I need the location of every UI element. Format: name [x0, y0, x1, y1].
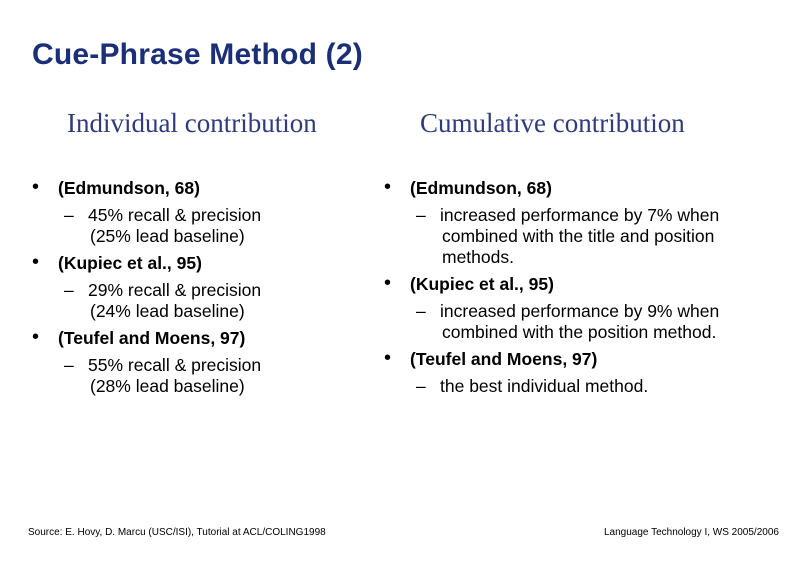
sub-point — [58, 355, 370, 397]
citation: (Edmundson, 68) — [410, 178, 552, 198]
sub-point-text: 29% recall & precision — [88, 280, 262, 300]
right-bullet-item — [382, 178, 802, 268]
sub-point-text: (28% lead baseline) — [90, 376, 245, 396]
sub-point — [58, 280, 370, 322]
sub-point-text: 45% recall & precision — [88, 205, 262, 225]
citation: (Teufel and Moens, 97) — [58, 328, 246, 348]
bullet-icon: • — [32, 251, 40, 273]
citation: (Edmundson, 68) — [58, 178, 200, 198]
sub-point — [410, 376, 802, 397]
sub-point-text: increased performance by 9% when — [440, 301, 720, 321]
citation: (Teufel and Moens, 97) — [410, 349, 598, 369]
sub-point — [410, 301, 802, 343]
left-column-heading: Individual contribution — [67, 108, 317, 138]
dash-icon: – — [64, 205, 74, 225]
course-footer: Language Technology I, WS 2005/2006 — [604, 527, 779, 538]
dash-icon: – — [64, 280, 74, 300]
sub-point-text: methods. — [442, 247, 514, 267]
bullet-icon: • — [384, 176, 392, 198]
right-bullet-item — [382, 274, 802, 343]
dash-icon: – — [416, 205, 426, 225]
dash-icon: – — [416, 376, 426, 396]
sub-point — [410, 205, 802, 268]
right-bullet-item — [382, 349, 802, 397]
sub-point-text: the best individual method. — [440, 376, 649, 396]
dash-icon: – — [64, 355, 74, 375]
citation: (Kupiec et al., 95) — [58, 253, 202, 273]
sub-point-text: (24% lead baseline) — [90, 301, 245, 321]
sub-point-text: 55% recall & precision — [88, 355, 262, 375]
sub-point-text: increased performance by 7% when — [440, 205, 720, 225]
bullet-icon: • — [32, 176, 40, 198]
right-column-heading: Cumulative contribution — [420, 108, 685, 138]
bullet-icon: • — [32, 326, 40, 348]
sub-point-text: combined with the position method. — [442, 322, 717, 342]
dash-icon: – — [416, 301, 426, 321]
citation: (Kupiec et al., 95) — [410, 274, 554, 294]
slide-title: Cue-Phrase Method (2) — [32, 38, 363, 71]
sub-point-text: combined with the title and position — [442, 226, 715, 246]
left-bullet-item — [30, 178, 370, 247]
right-column — [382, 178, 802, 397]
sub-point-text: (25% lead baseline) — [90, 226, 245, 246]
sub-point — [58, 205, 370, 247]
bullet-icon: • — [384, 347, 392, 369]
bullet-icon: • — [384, 272, 392, 294]
left-bullet-item — [30, 253, 370, 322]
left-bullet-item — [30, 328, 370, 397]
left-column — [30, 178, 370, 397]
source-footer: Source: E. Hovy, D. Marcu (USC/ISI), Tutorial at ACL/COLING1998 — [28, 527, 326, 538]
